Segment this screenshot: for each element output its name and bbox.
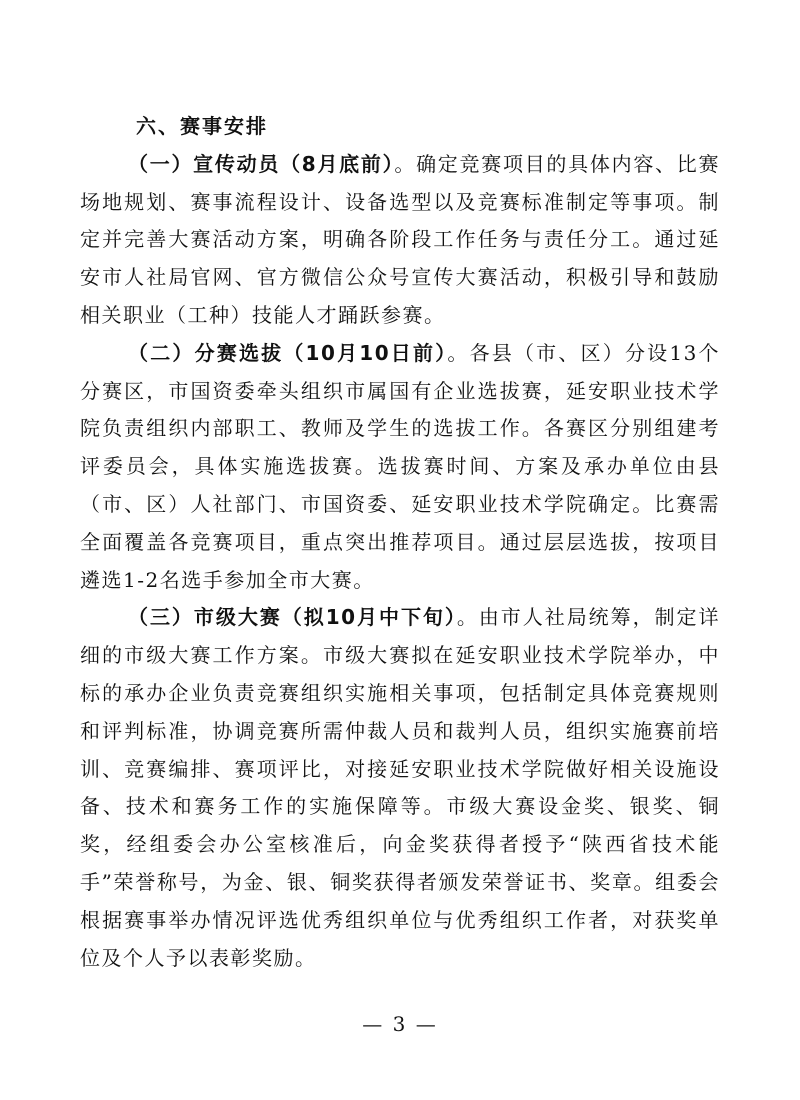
paragraph-lead: （二）分赛选拔（10月10日前） <box>128 340 448 365</box>
paragraph-body: 。确定竞赛项目的具体内容、比赛场地规划、赛事流程设计、设备选型以及竞赛标准制定等事项。制定并完善大赛活动方案，明确各阶段工作任务与责任分工。通过延安市人社局官网、官方微信公众号宣传大赛活动，积极引导和鼓励相关职业（工种）技能人才踊跃参赛。 <box>80 151 720 327</box>
paragraph-lead: （一）宣传动员（8月底前） <box>128 151 395 176</box>
paragraph-body: 。由市人社局统筹，制定详细的市级大赛工作方案。市级大赛拟在延安职业技术学院举办，中标的承办企业负责竞赛组织实施相关事项，包括制定具体竞赛规则和评判标准，协调竞赛所需仲裁人员和裁判人员，组织实施赛前培训、竞赛编排、赛项评比，对接延安职业技术学院做好相关设施设备、技术和赛务工作的实施保障等。市级大赛设金奖、银奖、铜奖，经组委会办公室核准后，向金奖获得者授予“陕西省技术能手”荣誉称号，为金、银、铜奖获得者颁发荣誉证书、奖章。组委会根据赛事举办情况评选优秀组织单位与优秀组织工作者，对获奖单位及个人予以表彰奖励。 <box>80 605 721 970</box>
paragraph-body: 。各县（市、区）分设13个分赛区，市国资委牵头组织市属国有企业选拔赛，延安职业技术学院负责组织内部职工、教师及学生的选拔工作。各赛区分别组建考评委员会，具体实施选拔赛。选拔赛时间、方案及承办单位由县（市、区）人社部门、市国资委、延安职业技术学院确定。比赛需全面覆盖各竞赛项目，重点突出推荐项目。通过层层选拔，按项目遴选1-2名选手参加全市大赛。 <box>80 340 721 592</box>
document-body <box>80 108 720 977</box>
page-number: — 3 — <box>362 1012 438 1036</box>
paragraph-city-contest <box>80 599 720 977</box>
paragraph-publicity <box>80 146 720 335</box>
section-heading: 六、赛事安排 <box>136 114 268 138</box>
paragraph-selection <box>80 335 720 600</box>
paragraph-lead: （三）市级大赛（拟10月中下旬） <box>128 605 457 630</box>
